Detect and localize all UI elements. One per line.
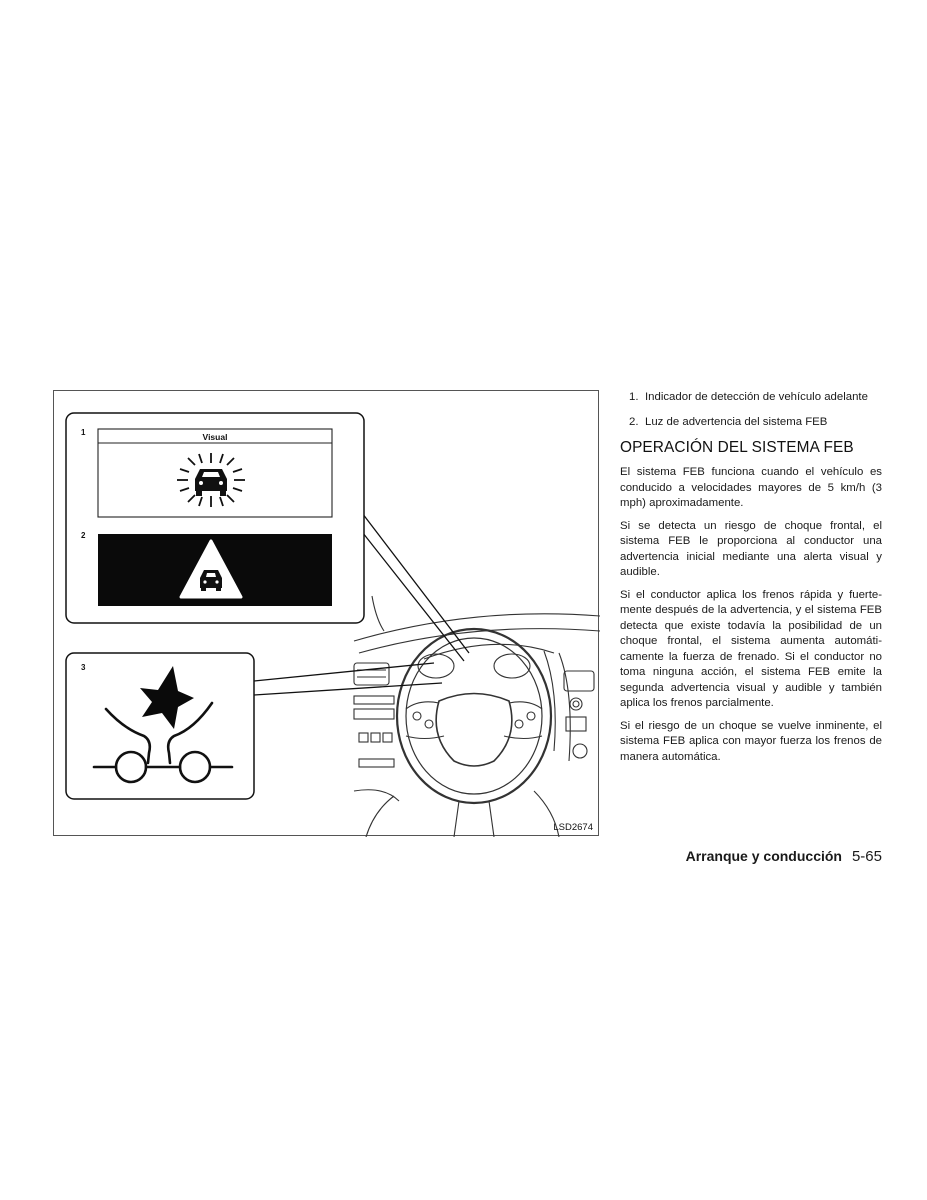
section-heading: OPERACIÓN DEL SISTEMA FEB <box>620 439 854 456</box>
callout-2: 2 <box>81 531 86 540</box>
paragraph: El sistema FEB funciona cuando el vehículo es conducido a velocidades mayores de 5 km/h (3 mph) aproximadamente. <box>620 466 882 509</box>
list-item-text: Luz de advertencia del sistema FEB <box>645 415 828 428</box>
illustration-figure <box>53 390 599 836</box>
callout-3: 3 <box>81 663 86 672</box>
panel-3 <box>66 653 254 799</box>
paragraph: Si se detecta un riesgo de choque frontal, el sistema FEB le proporciona al conductor una advertencia inicial mediante una alerta visual y audible. <box>620 519 882 578</box>
page-number: 5-65 <box>851 848 882 865</box>
paragraph: Si el riesgo de un choque se vuelve inminente, el sistema FEB aplica con mayor fuerza los frenos de manera automática. <box>620 719 882 763</box>
list-item-text: Indicador de detección de vehículo adelante <box>645 391 868 403</box>
list-item-number: 1. <box>629 391 639 403</box>
visual-label: Visual <box>202 432 228 442</box>
legend-list <box>620 390 882 430</box>
figure-code: LSD2674 <box>553 822 593 833</box>
list-item <box>620 415 882 431</box>
figure-drawing <box>54 391 600 837</box>
list-item <box>620 390 882 406</box>
steering-wheel-dashboard-illustration <box>354 596 600 837</box>
callout-1: 1 <box>81 428 86 437</box>
text-column <box>620 390 882 772</box>
page-footer <box>686 848 882 865</box>
paragraph: Si el conductor aplica los frenos rápida y fuertemente después de la advertencia, y el sistema FEB detecta que existe todavía la posibilidad de un choque frontal, el sistema aumenta automáticamente la fuerza de frenado. Si el conductor no toma ninguna acción, el sistema FEB emite la segunda advertencia visual y audible y también aplica los frenos parcialmente. <box>620 588 882 709</box>
list-item-number: 2. <box>629 415 639 428</box>
footer-section-title: Arranque y conducción <box>685 848 842 864</box>
